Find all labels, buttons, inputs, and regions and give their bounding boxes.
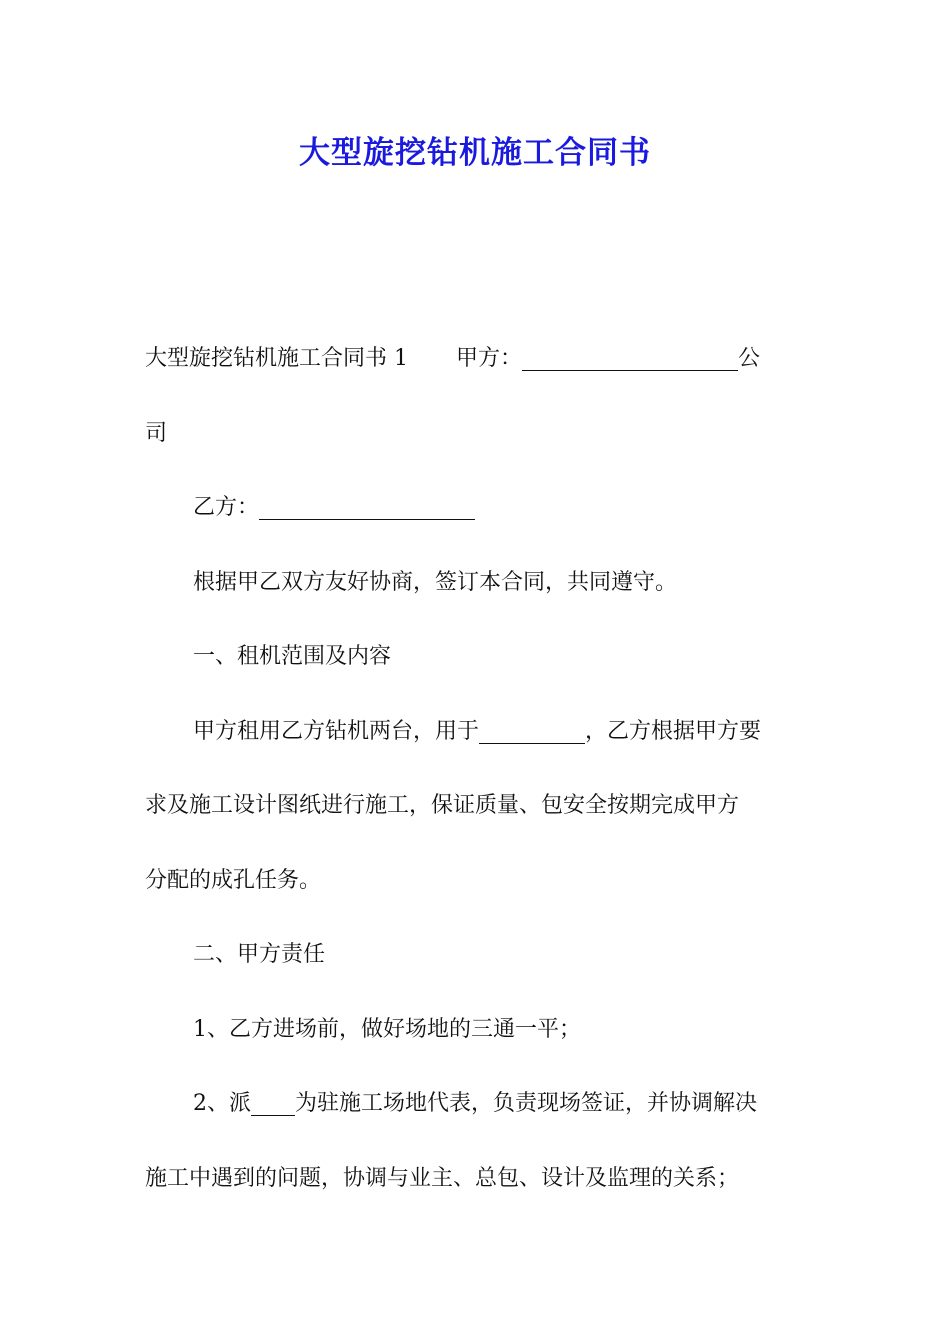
item-2-cont bbox=[145, 1142, 810, 1217]
heading-line: 大型旋挖钻机施工合同书 1 bbox=[145, 346, 408, 371]
item-1: 1、乙方进场前，做好场地的三通一平； bbox=[193, 1016, 581, 1042]
party-a-suffix-line bbox=[145, 397, 810, 472]
representative-blank bbox=[251, 1093, 295, 1116]
intro-paragraph: 根据甲乙双方友好协商，签订本合同，共同遵守。 bbox=[193, 569, 678, 595]
item-2 bbox=[145, 1067, 810, 1142]
section1-line-3: 分配的成孔任务。 bbox=[145, 867, 322, 893]
party-b-label: 乙方： bbox=[193, 495, 260, 520]
section1-paragraph bbox=[145, 695, 810, 770]
document-title: 大型旋挖钻机施工合同书 bbox=[299, 135, 651, 171]
section1-paragraph-cont bbox=[145, 769, 810, 918]
item-2-line-2: 施工中遇到的问题，协调与业主、总包、设计及监理的关系； bbox=[145, 1165, 740, 1191]
section1-text-b: ，乙方根据甲方要 bbox=[585, 718, 762, 744]
party-b-blank bbox=[259, 497, 475, 520]
party-a-label: 甲方： bbox=[456, 346, 523, 371]
item-2-line-1 bbox=[145, 1067, 810, 1142]
heading-party-a-paragraph bbox=[145, 322, 810, 471]
item-2-text-a: 2、派 bbox=[193, 1091, 251, 1116]
heading-party-a-line bbox=[145, 322, 810, 397]
party-b-paragraph bbox=[145, 471, 810, 546]
party-a-suffix-2: 司 bbox=[145, 420, 168, 446]
party-a-blank bbox=[522, 348, 738, 371]
section1-line-1 bbox=[145, 695, 810, 770]
section1-text-a: 甲方租用乙方钻机两台，用于 bbox=[193, 718, 480, 744]
usage-blank bbox=[479, 721, 585, 744]
section1-title: 一、租机范围及内容 bbox=[193, 644, 392, 669]
section2-title: 二、甲方责任 bbox=[193, 942, 326, 967]
item-2-text-b: 为驻施工场地代表，负责现场签证，并协调解决 bbox=[295, 1091, 758, 1116]
document-body bbox=[145, 322, 810, 1216]
section1-line-2: 求及施工设计图纸进行施工，保证质量、包安全按期完成甲方 bbox=[145, 793, 740, 818]
party-a-suffix-1: 公 bbox=[738, 346, 761, 371]
